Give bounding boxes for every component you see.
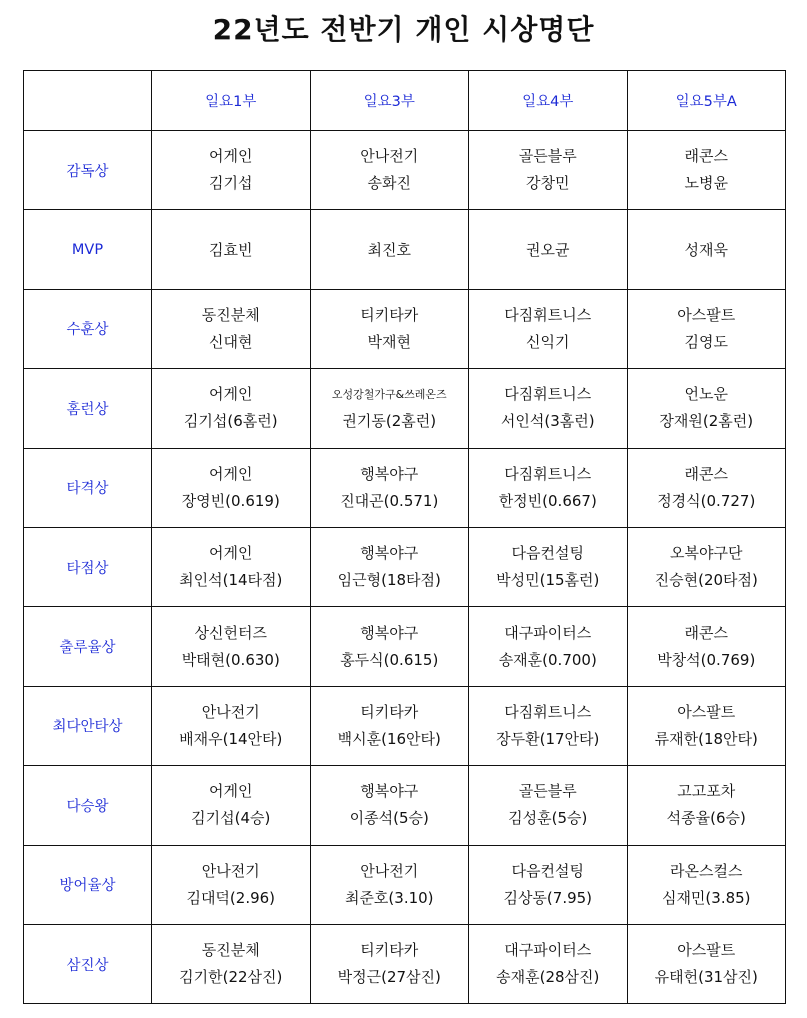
team-name: 오복야구단 bbox=[670, 544, 743, 563]
player-name: 강창민 bbox=[526, 174, 570, 193]
awards-table-body bbox=[24, 71, 786, 1004]
team-name: 래콘스 bbox=[684, 147, 728, 166]
winner-cell bbox=[469, 686, 628, 765]
player-name: 송재훈(0.700) bbox=[498, 650, 597, 669]
winner-cell bbox=[310, 845, 469, 924]
team-name: 다짐휘트니스 bbox=[504, 305, 592, 324]
division-header: 일요3부 bbox=[310, 71, 469, 131]
winner-cell bbox=[152, 448, 311, 527]
winner-cell bbox=[627, 210, 786, 289]
team-name: 동진분체 bbox=[201, 941, 260, 960]
award-category: 홈런상 bbox=[24, 369, 152, 448]
team-name: 어게인 bbox=[209, 147, 253, 166]
team-name: 고고포차 bbox=[677, 782, 736, 801]
player-name: 김영도 bbox=[684, 332, 728, 351]
player-name: 최준호(3.10) bbox=[344, 888, 434, 907]
winner-cell bbox=[469, 924, 628, 1003]
player-name: 송재훈(28삼진) bbox=[496, 968, 600, 987]
team-name: 안나전기 bbox=[201, 702, 260, 721]
player-name: 백시훈(16안타) bbox=[337, 729, 441, 748]
team-name: 언노운 bbox=[684, 385, 728, 404]
team-name: 래콘스 bbox=[684, 623, 728, 642]
award-category: 다승왕 bbox=[24, 766, 152, 845]
award-category: 타점상 bbox=[24, 527, 152, 606]
player-name: 김기섭(6홈런) bbox=[183, 412, 278, 431]
team-name: 다짐휘트니스 bbox=[504, 464, 592, 483]
winner-cell bbox=[310, 686, 469, 765]
winner-cell bbox=[310, 924, 469, 1003]
winner-cell bbox=[152, 686, 311, 765]
award-row bbox=[24, 766, 786, 845]
team-name: 다음컨설팅 bbox=[511, 861, 584, 880]
division-header: 일요5부A bbox=[627, 71, 786, 131]
winner-cell bbox=[469, 766, 628, 845]
winner-cell bbox=[469, 448, 628, 527]
winner-cell bbox=[152, 289, 311, 368]
award-row bbox=[24, 369, 786, 448]
team-name: 다짐휘트니스 bbox=[504, 702, 592, 721]
team-name: 상신헌터즈 bbox=[194, 623, 267, 642]
player-name: 유태헌(31삼진) bbox=[654, 968, 758, 987]
player-name: 김기섭 bbox=[209, 174, 253, 193]
player-name: 김대덕(2.96) bbox=[186, 888, 276, 907]
award-category: 타격상 bbox=[24, 448, 152, 527]
team-name: 안나전기 bbox=[360, 147, 419, 166]
winner-cell bbox=[152, 607, 311, 686]
player-name: 류재한(18안타) bbox=[654, 729, 758, 748]
winner-cell bbox=[152, 845, 311, 924]
winner-cell bbox=[627, 369, 786, 448]
player-name: 심재민(3.85) bbox=[661, 888, 751, 907]
team-name: 아스팔트 bbox=[677, 702, 736, 721]
winner-cell bbox=[469, 607, 628, 686]
player-name: 장두환(17안타) bbox=[496, 729, 600, 748]
player-name: 장재원(2홈런) bbox=[659, 412, 754, 431]
player-name: 성재욱 bbox=[684, 241, 728, 260]
winner-cell bbox=[627, 448, 786, 527]
team-name: 어게인 bbox=[209, 464, 253, 483]
winner-cell bbox=[152, 766, 311, 845]
winner-cell bbox=[627, 527, 786, 606]
winner-cell bbox=[152, 369, 311, 448]
page-title: 22년도 전반기 개인 시상명단 bbox=[212, 13, 595, 46]
team-name: 아스팔트 bbox=[677, 305, 736, 324]
division-header: 일요1부 bbox=[152, 71, 311, 131]
award-row bbox=[24, 924, 786, 1003]
winner-cell bbox=[310, 131, 469, 210]
winner-cell bbox=[469, 289, 628, 368]
team-name: 행복야구 bbox=[360, 623, 419, 642]
player-name: 박성민(15홈런) bbox=[496, 571, 600, 590]
team-name: 래콘스 bbox=[684, 464, 728, 483]
winner-cell bbox=[469, 845, 628, 924]
winner-cell bbox=[469, 369, 628, 448]
player-name: 박창석(0.769) bbox=[657, 650, 756, 669]
team-name: 티키타카 bbox=[360, 702, 419, 721]
player-name: 김효빈 bbox=[209, 241, 253, 260]
award-row bbox=[24, 131, 786, 210]
award-row bbox=[24, 845, 786, 924]
player-name: 김상동(7.95) bbox=[503, 888, 593, 907]
winner-cell bbox=[627, 289, 786, 368]
winner-cell bbox=[152, 131, 311, 210]
player-name: 한정빈(0.667) bbox=[498, 491, 597, 510]
player-name: 권오균 bbox=[526, 241, 570, 260]
team-name: 행복야구 bbox=[360, 544, 419, 563]
player-name: 임근형(18타점) bbox=[337, 571, 441, 590]
player-name: 권기동(2홈런) bbox=[342, 412, 437, 431]
header-row bbox=[24, 71, 786, 131]
player-name: 최인석(14타점) bbox=[179, 571, 283, 590]
player-name: 박태현(0.630) bbox=[181, 650, 280, 669]
team-name: 티키타카 bbox=[360, 305, 419, 324]
team-name: 다음컨설팅 bbox=[511, 544, 584, 563]
team-name: 동진분체 bbox=[201, 305, 260, 324]
player-name: 송화진 bbox=[367, 174, 411, 193]
team-name: 오성강철가구&쓰레온즈 bbox=[331, 388, 447, 402]
winner-cell bbox=[469, 131, 628, 210]
winner-cell bbox=[627, 686, 786, 765]
team-name: 행복야구 bbox=[360, 464, 419, 483]
player-name: 석종율(6승) bbox=[666, 809, 746, 828]
winner-cell bbox=[627, 607, 786, 686]
player-name: 서인석(3홈런) bbox=[500, 412, 595, 431]
team-name: 어게인 bbox=[209, 385, 253, 404]
award-category: 방어율상 bbox=[24, 845, 152, 924]
award-category: 최다안타상 bbox=[24, 686, 152, 765]
winner-cell bbox=[627, 131, 786, 210]
team-name: 골든블루 bbox=[518, 147, 577, 166]
team-name: 골든블루 bbox=[518, 782, 577, 801]
winner-cell bbox=[310, 448, 469, 527]
player-name: 김기섭(4승) bbox=[191, 809, 271, 828]
team-name: 대구파이터스 bbox=[504, 941, 592, 960]
team-name: 안나전기 bbox=[201, 861, 260, 880]
team-name: 라온스컬스 bbox=[670, 861, 743, 880]
player-name: 진대곤(0.571) bbox=[340, 491, 439, 510]
player-name: 홍두식(0.615) bbox=[340, 650, 439, 669]
award-row bbox=[24, 527, 786, 606]
award-row bbox=[24, 448, 786, 527]
award-row bbox=[24, 686, 786, 765]
team-name: 대구파이터스 bbox=[504, 623, 592, 642]
team-name: 아스팔트 bbox=[677, 941, 736, 960]
winner-cell bbox=[310, 766, 469, 845]
winner-cell bbox=[310, 527, 469, 606]
player-name: 박재현 bbox=[367, 332, 411, 351]
winner-cell bbox=[310, 607, 469, 686]
winner-cell bbox=[627, 845, 786, 924]
division-header: 일요4부 bbox=[469, 71, 628, 131]
winner-cell bbox=[152, 210, 311, 289]
team-name: 티키타카 bbox=[360, 941, 419, 960]
winner-cell bbox=[627, 766, 786, 845]
player-name: 박정근(27삼진) bbox=[337, 968, 441, 987]
award-category: 감독상 bbox=[24, 131, 152, 210]
team-name: 어게인 bbox=[209, 782, 253, 801]
winner-cell bbox=[310, 210, 469, 289]
player-name: 신익기 bbox=[526, 332, 570, 351]
player-name: 진승현(20타점) bbox=[654, 571, 758, 590]
player-name: 신대현 bbox=[209, 332, 253, 351]
winner-cell bbox=[310, 289, 469, 368]
award-category: 수훈상 bbox=[24, 289, 152, 368]
awards-table bbox=[23, 70, 786, 1004]
corner-cell bbox=[24, 71, 152, 131]
award-category: MVP bbox=[24, 210, 152, 289]
player-name: 이종석(5승) bbox=[349, 809, 429, 828]
player-name: 정경식(0.727) bbox=[657, 491, 756, 510]
winner-cell bbox=[469, 210, 628, 289]
team-name: 어게인 bbox=[209, 544, 253, 563]
award-row bbox=[24, 289, 786, 368]
player-name: 배재우(14안타) bbox=[179, 729, 283, 748]
award-category: 삼진상 bbox=[24, 924, 152, 1003]
winner-cell bbox=[152, 527, 311, 606]
team-name: 행복야구 bbox=[360, 782, 419, 801]
winner-cell bbox=[152, 924, 311, 1003]
player-name: 김기한(22삼진) bbox=[179, 968, 283, 987]
player-name: 노병윤 bbox=[684, 174, 728, 193]
winner-cell bbox=[469, 527, 628, 606]
team-name: 다짐휘트니스 bbox=[504, 385, 592, 404]
award-row bbox=[24, 210, 786, 289]
player-name: 김성훈(5승) bbox=[508, 809, 588, 828]
team-name: 안나전기 bbox=[360, 861, 419, 880]
winner-cell bbox=[310, 369, 469, 448]
player-name: 장영빈(0.619) bbox=[181, 491, 280, 510]
award-category: 출루율상 bbox=[24, 607, 152, 686]
award-row bbox=[24, 607, 786, 686]
winner-cell bbox=[627, 924, 786, 1003]
player-name: 최진호 bbox=[367, 241, 411, 260]
